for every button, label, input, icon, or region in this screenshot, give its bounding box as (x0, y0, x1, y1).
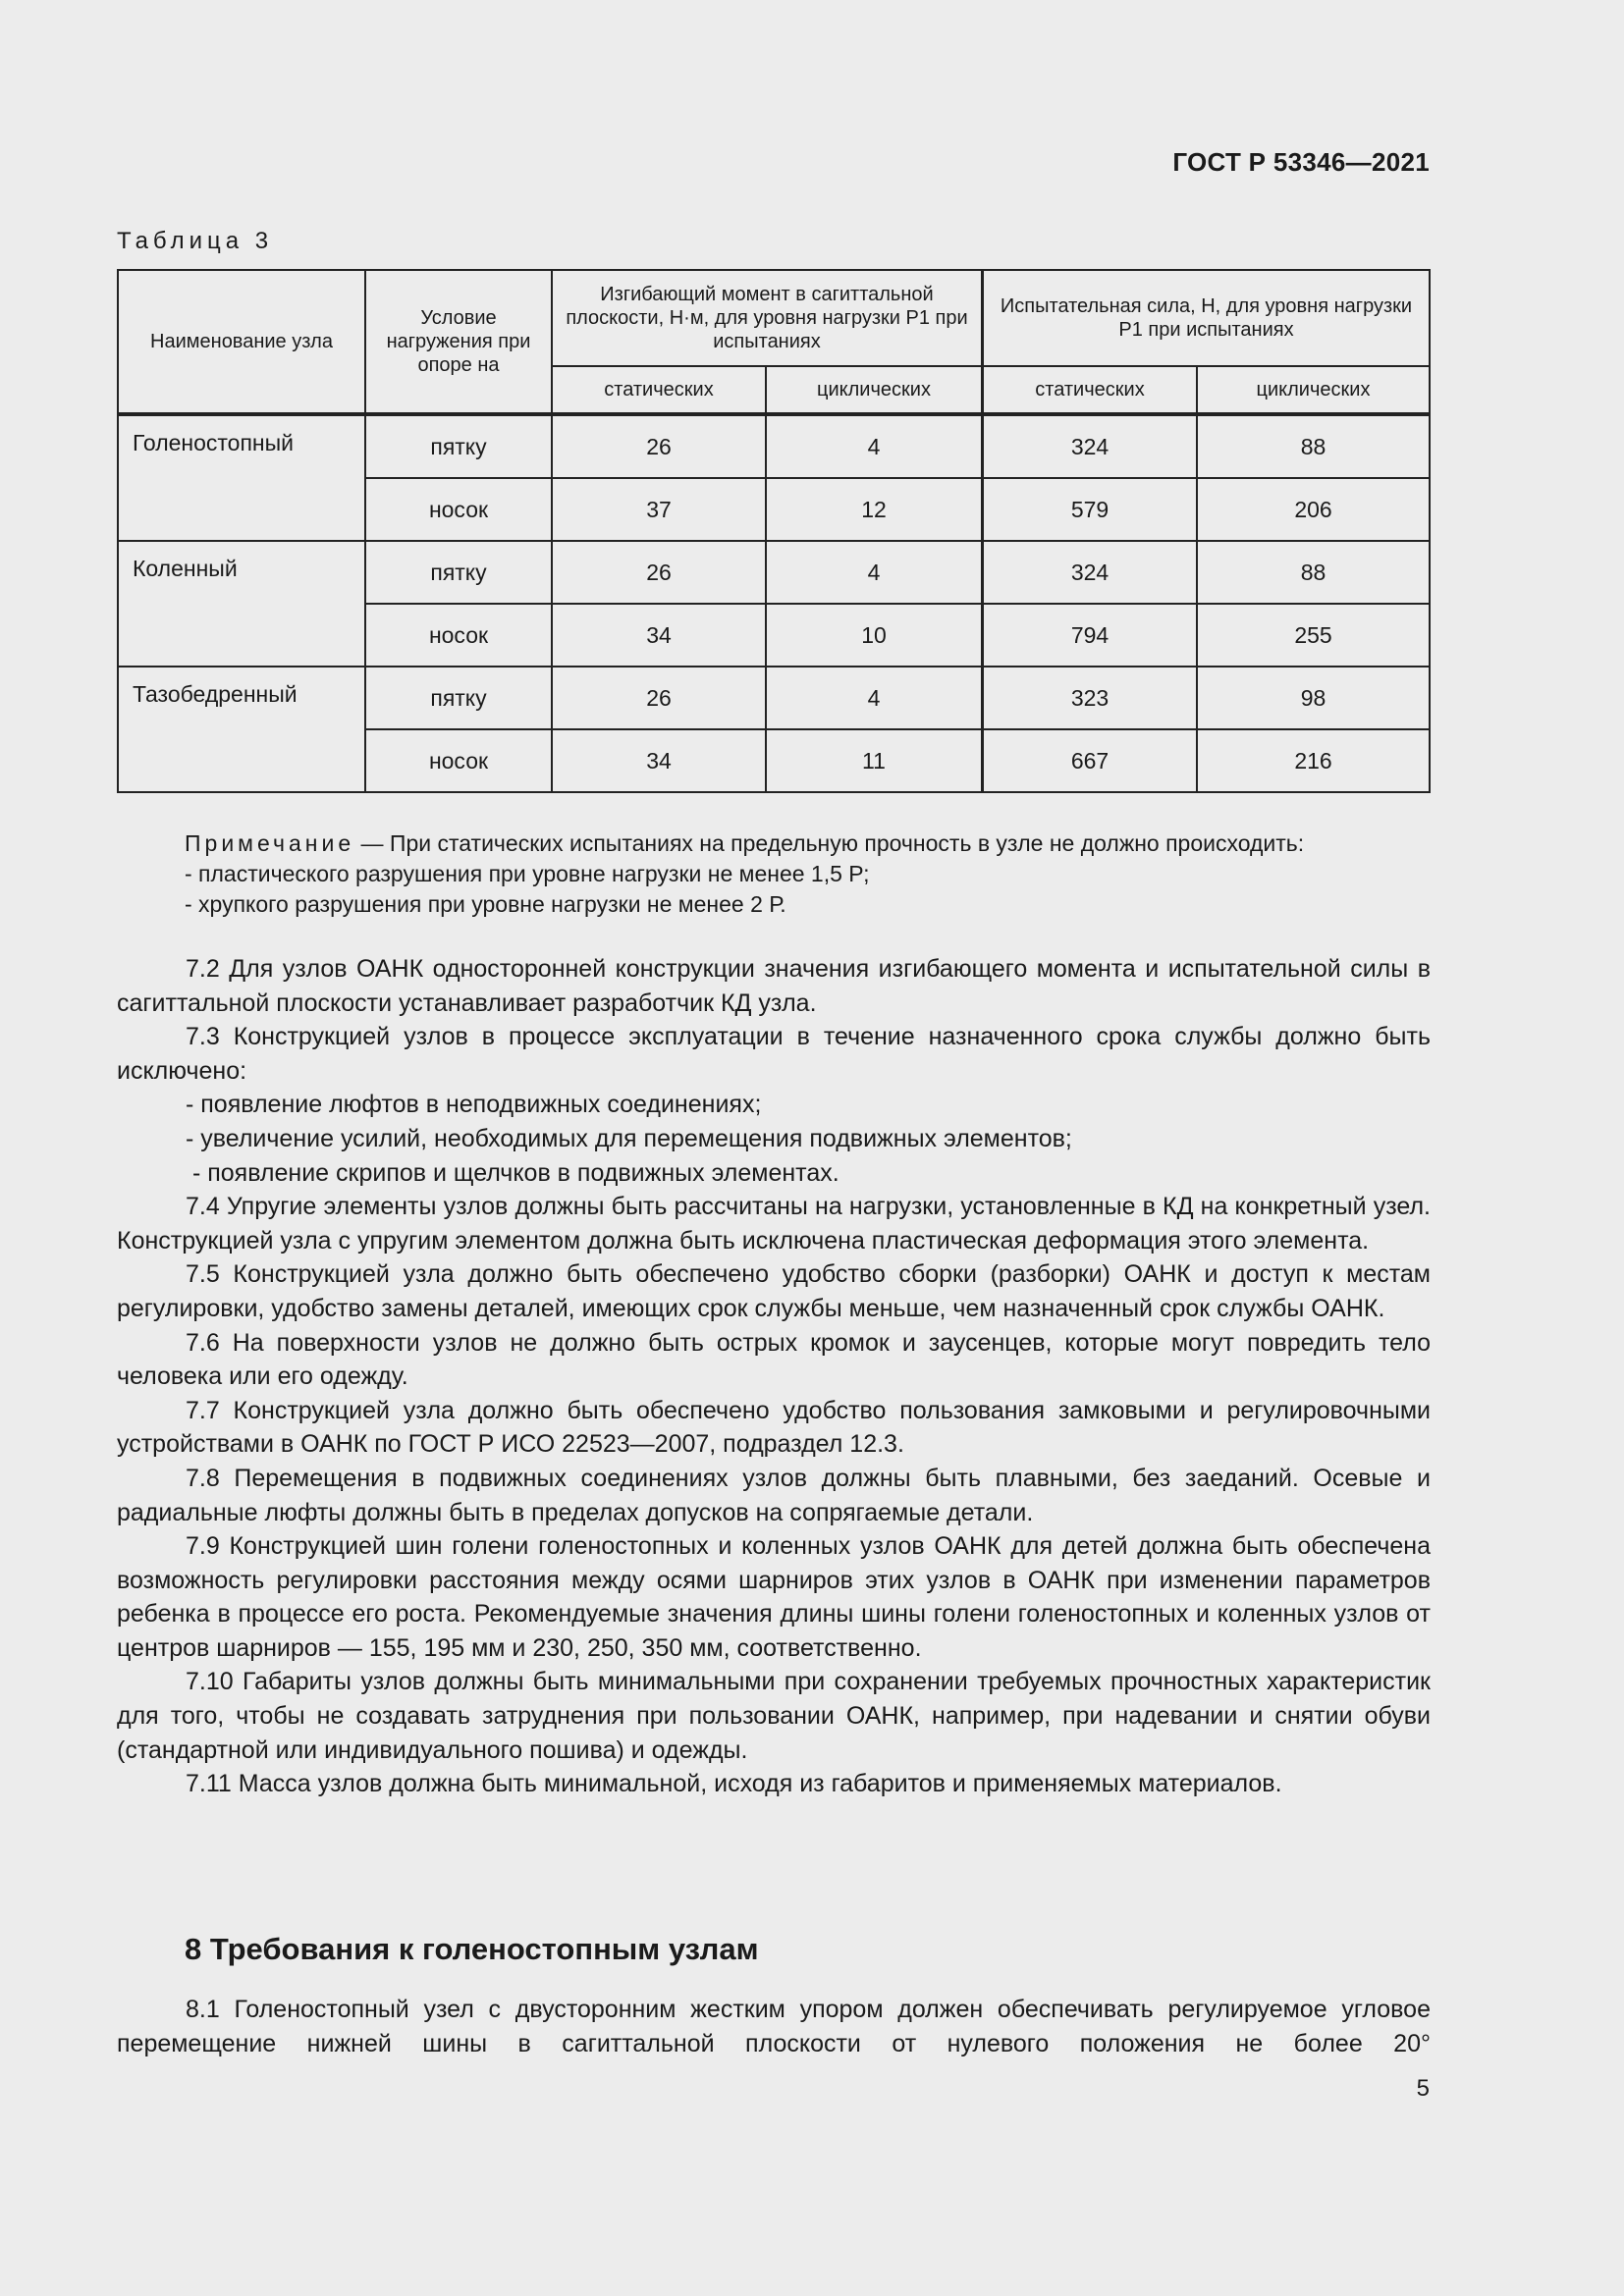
force-static-cell: 324 (983, 541, 1198, 604)
moment-cyclic-cell: 4 (766, 541, 983, 604)
header-node-name: Наименование узла (118, 270, 365, 414)
section-8-body (117, 1993, 1431, 2060)
node-name: Тазобедренный (118, 667, 365, 792)
moment-static-cell: 26 (552, 667, 766, 729)
moment-cyclic-cell: 4 (766, 667, 983, 729)
support-cell: носок (365, 604, 552, 667)
note-item: - хрупкого разрушения при уровне нагрузки не менее 2 Р. (185, 891, 786, 917)
list-item: - появление скрипов и щелчков в подвижных элементах. (186, 1158, 839, 1187)
force-cyclic-cell: 216 (1197, 729, 1430, 792)
table-note (185, 828, 1432, 920)
note-text: — При статических испытаниях на предельную прочность в узле не должно происходить: (354, 830, 1305, 856)
table-row (118, 667, 1430, 729)
force-cyclic-cell: 88 (1197, 541, 1430, 604)
moment-static-cell: 34 (552, 729, 766, 792)
node-name: Голеностопный (118, 414, 365, 541)
force-static-cell: 579 (983, 478, 1198, 541)
table-row (118, 414, 1430, 478)
moment-cyclic-cell: 10 (766, 604, 983, 667)
moment-static-cell: 26 (552, 414, 766, 478)
table-row (118, 541, 1430, 604)
moment-static-cell: 26 (552, 541, 766, 604)
page-number: 5 (1416, 2075, 1430, 2102)
force-cyclic-cell: 98 (1197, 667, 1430, 729)
support-cell: пятку (365, 667, 552, 729)
force-static-cell: 794 (983, 604, 1198, 667)
force-cyclic-cell: 255 (1197, 604, 1430, 667)
moment-static-cell: 37 (552, 478, 766, 541)
paragraph-7-9: 7.9 Конструкцией шин голени голеностопных и коленных узлов ОАНК для детей должна быть обеспечена возможность регулировки расстояния между осями шарниров этих узлов в ОАНК при изменении параметров ребенка в процессе его роста. Рекомендуемые значения длины шины голени голеностопных и коленных узлов от центров шарниров — 155, 195 мм и 230, 250, 350 мм, соответственно. (117, 1532, 1431, 1662)
force-cyclic-cell: 206 (1197, 478, 1430, 541)
support-cell: пятку (365, 414, 552, 478)
header-moment: Изгибающий момент в сагиттальной плоскости, Н·м, для уровня нагрузки Р1 при испытаниях (552, 270, 983, 366)
paragraph-7-7: 7.7 Конструкцией узла должно быть обеспечено удобство пользования замковыми и регулировочными устройствами в ОАНК по ГОСТ Р ИСО 22523—2007, подраздел 12.3. (117, 1396, 1431, 1459)
moment-static-cell: 34 (552, 604, 766, 667)
paragraph-7-11: 7.11 Масса узлов должна быть минимальной, исходя из габаритов и применяемых материалов. (186, 1770, 1282, 1798)
force-static-cell: 667 (983, 729, 1198, 792)
paragraph-7-6: 7.6 На поверхности узлов не должно быть острых кромок и заусенцев, которые могут повредить тело человека или его одежду. (117, 1328, 1431, 1391)
node-name: Коленный (118, 541, 365, 667)
support-cell: носок (365, 729, 552, 792)
support-cell: носок (365, 478, 552, 541)
paragraph-7-4: 7.4 Упругие элементы узлов должны быть рассчитаны на нагрузки, установленные в КД на конкретный узел. Конструкцией узла с упругим элементом должна быть исключена пластическая деформация этого элемента. (117, 1193, 1431, 1255)
paragraph-7-3: 7.3 Конструкцией узлов в процессе эксплуатации в течение назначенного срока службы должно быть исключено: (117, 1023, 1431, 1085)
paragraph-7-10: 7.10 Габариты узлов должны быть минимальными при сохранении требуемых прочностных характеристик для того, чтобы не создавать затруднения при пользовании ОАНК, например, при надевании и снятии обуви (стандартной или индивидуального пошива) и одежды. (117, 1668, 1431, 1764)
table-caption: Таблица 3 (117, 228, 274, 254)
moment-cyclic-cell: 12 (766, 478, 983, 541)
moment-cyclic-cell: 11 (766, 729, 983, 792)
table-3 (117, 269, 1431, 793)
force-cyclic-cell: 88 (1197, 414, 1430, 478)
paragraph-7-5: 7.5 Конструкцией узла должно быть обеспечено удобство сборки (разборки) ОАНК и доступ к местам регулировки, удобство замены деталей, имеющих срок службы меньше, чем назначенный срок службы ОАНК. (117, 1260, 1431, 1322)
paragraph-8-1: 8.1 Голеностопный узел с двусторонним жестким упором должен обеспечивать регулируемое угловое перемещение нижней шины в сагиттальной плоскости от нулевого положения не более 20° (117, 1996, 1431, 2057)
note-label: Примечание (185, 830, 355, 856)
header-condition: Условие нагружения при опоре на (365, 270, 552, 414)
subheader-static: статических (983, 366, 1198, 414)
section-8-title: 8 Требования к голеностопным узлам (185, 1932, 759, 1966)
paragraph-7-8: 7.8 Перемещения в подвижных соединениях узлов должны быть плавными, без заеданий. Осевые и радиальные люфты должны быть в пределах допусков на сопрягаемые детали. (117, 1464, 1431, 1526)
section-7-body (117, 952, 1431, 1801)
force-static-cell: 324 (983, 414, 1198, 478)
force-static-cell: 323 (983, 667, 1198, 729)
list-item: - появление люфтов в неподвижных соединениях; (186, 1091, 762, 1119)
subheader-static: статических (552, 366, 766, 414)
moment-cyclic-cell: 4 (766, 414, 983, 478)
subheader-cyclic: циклических (1197, 366, 1430, 414)
support-cell: пятку (365, 541, 552, 604)
note-line (185, 828, 1432, 859)
note-item: - пластического разрушения при уровне нагрузки не менее 1,5 Р; (185, 861, 870, 886)
document-id: ГОСТ Р 53346—2021 (1172, 147, 1430, 177)
paragraph-7-2: 7.2 Для узлов ОАНК односторонней конструкции значения изгибающего момента и испытательной силы в сагиттальной плоскости устанавливает разработчик КД узла. (117, 955, 1431, 1017)
list-item: - увеличение усилий, необходимых для перемещения подвижных элементов; (186, 1124, 1072, 1152)
header-force: Испытательная сила, Н, для уровня нагрузки Р1 при испытаниях (983, 270, 1431, 366)
subheader-cyclic: циклических (766, 366, 983, 414)
